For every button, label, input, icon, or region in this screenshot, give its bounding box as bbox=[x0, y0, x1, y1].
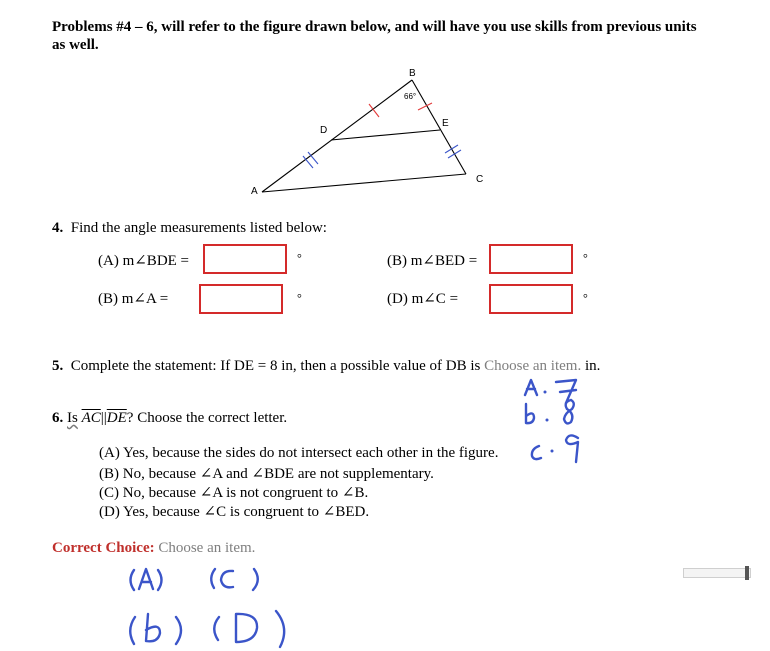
handwritten-paren bbox=[211, 569, 215, 588]
handwritten-b bbox=[526, 404, 534, 423]
q6-option-a: (A) Yes, because the sides do not intersect each other in the figure. bbox=[99, 445, 499, 461]
degree-symbol: ° bbox=[297, 291, 302, 305]
handwritten-8 bbox=[564, 400, 574, 423]
q6-option-b: (B) No, because ∠A and ∠BDE are not supplementary. bbox=[99, 466, 434, 482]
handwritten-paren bbox=[131, 570, 135, 590]
q4-item-a-label: (A) m∠BDE = bbox=[98, 253, 190, 269]
scroll-bar[interactable] bbox=[683, 568, 751, 578]
handwritten-b bbox=[146, 614, 160, 641]
q4-item-d-label: (D) m∠C = bbox=[387, 291, 459, 307]
degree-symbol: ° bbox=[583, 291, 588, 305]
handwritten-9 bbox=[566, 435, 578, 462]
label-c: C bbox=[476, 174, 484, 185]
handwritten-paren bbox=[158, 570, 162, 590]
handwritten-dot bbox=[546, 419, 549, 422]
q6-prompt: 6. Is $\overline{AC}||\overline{DE}$? Choose the correct letter. bbox=[52, 410, 288, 426]
correct-choice-dropdown[interactable]: Choose an item. bbox=[158, 540, 256, 556]
q6-option-c: (C) No, because ∠A is not congruent to ∠B. bbox=[99, 485, 369, 501]
q4-item-c-label: (B) m∠A = bbox=[98, 291, 169, 307]
handwritten-paren bbox=[253, 569, 258, 590]
q5-choose-dropdown[interactable]: Choose an item. bbox=[484, 358, 582, 374]
intro-heading: Problems #4 – 6, will refer to the figure drawn below, and will have you use skills from previous units as well. bbox=[52, 19, 697, 53]
scroll-handle[interactable] bbox=[745, 566, 749, 580]
handwritten-paren bbox=[276, 611, 284, 647]
q4-prompt: 4. Find the angle measurements listed below: bbox=[52, 220, 327, 236]
handwritten-C bbox=[221, 571, 233, 587]
label-b: B bbox=[409, 68, 416, 79]
angle-label-b: 66° bbox=[404, 92, 417, 101]
handwritten-paren bbox=[176, 617, 181, 644]
q4-item-b-label: (B) m∠BED = bbox=[387, 253, 478, 269]
handwritten-paren bbox=[130, 617, 135, 644]
q5-prompt: 5. Complete the statement: If DE = 8 in, then a possible value of DB is Choose an item. in. bbox=[52, 358, 601, 374]
q6-option-d: (D) Yes, because ∠C is congruent to ∠BED. bbox=[99, 504, 370, 520]
handwritten-c bbox=[532, 446, 541, 459]
label-d: D bbox=[320, 125, 328, 136]
handwritten-dot bbox=[551, 450, 554, 453]
label-e: E bbox=[442, 118, 449, 129]
degree-symbol: ° bbox=[297, 251, 302, 265]
degree-symbol: ° bbox=[583, 251, 588, 265]
handwritten-7 bbox=[556, 380, 576, 403]
handwritten-dot bbox=[544, 391, 547, 394]
handwritten-paren bbox=[214, 617, 219, 640]
handwritten-a bbox=[525, 380, 537, 395]
handwritten-A bbox=[139, 569, 153, 589]
label-a: A bbox=[251, 186, 258, 197]
handwritten-D bbox=[236, 614, 257, 642]
correct-choice-label: Correct Choice: bbox=[52, 540, 155, 556]
